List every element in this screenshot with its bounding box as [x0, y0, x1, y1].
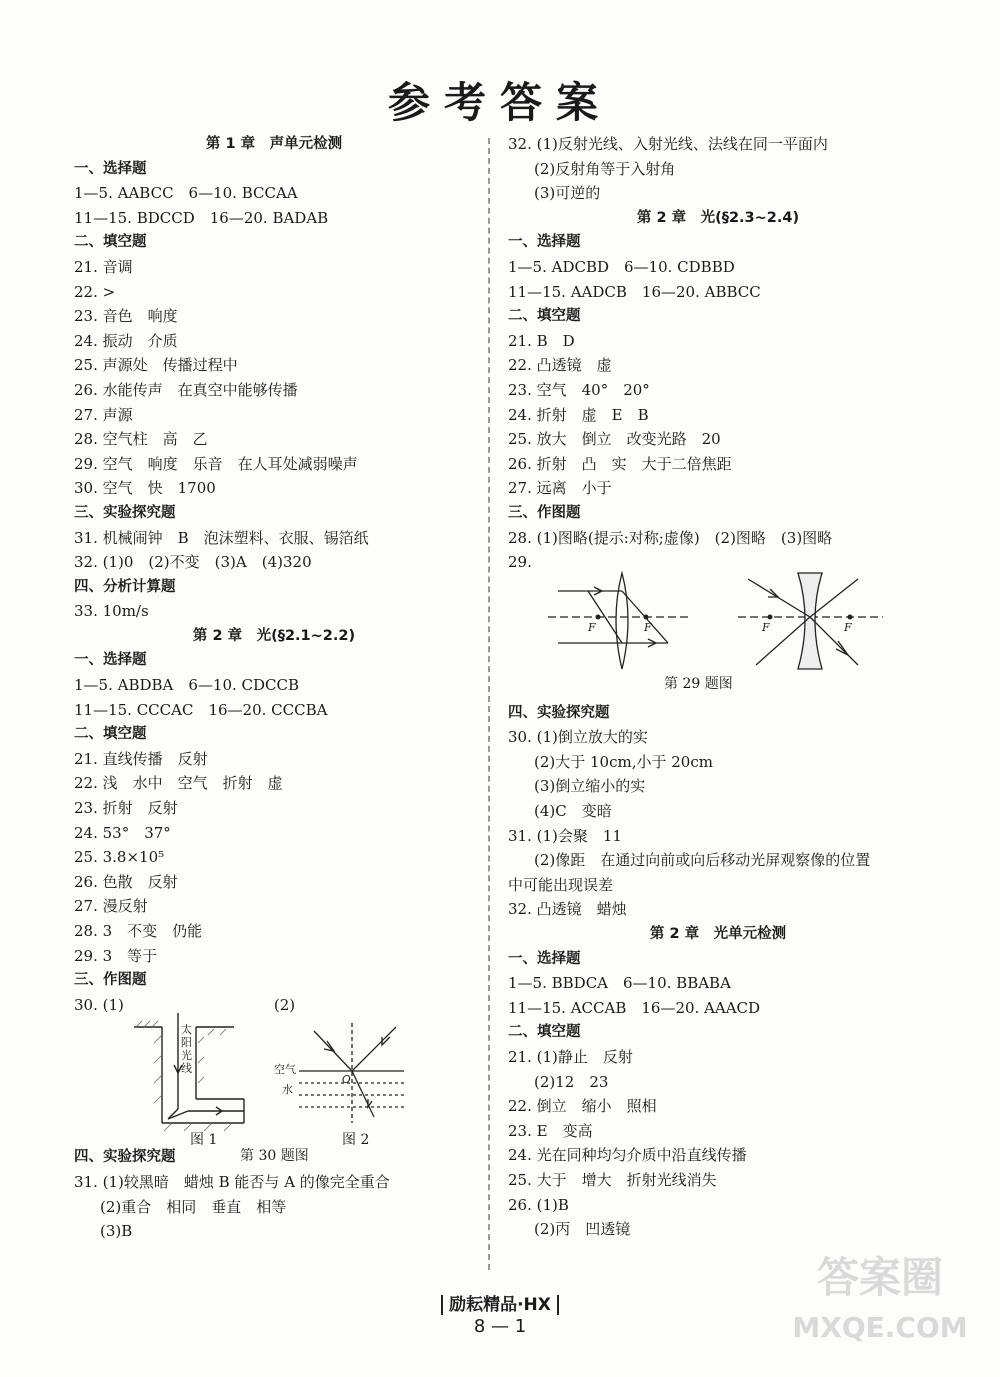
answer-line: 31. (1)会聚 11 — [508, 826, 622, 845]
answer-line: 28. (1)图略(提示:对称;虚像) (2)图略 (3)图略 — [508, 528, 833, 547]
section-heading: 一、选择题 — [508, 950, 581, 967]
answer-line: (3)倒立缩小的实 — [534, 777, 646, 796]
answer-line: 27. 漫反射 — [74, 897, 148, 916]
answer-line: (3)B — [100, 1222, 133, 1241]
answer-line: 28. 空气柱 高 乙 — [74, 430, 208, 449]
answer-line: 24. 折射 虚 E B — [508, 405, 649, 424]
watermark-bottom: MXQE.COM — [792, 1311, 968, 1344]
answer-line: (2)重合 相同 垂直 相等 — [100, 1197, 287, 1216]
answer-line: 11—15. CCCAC 16—20. CCCBA — [74, 700, 328, 719]
answer-line: 25. 放大 倒立 改变光路 20 — [508, 430, 721, 449]
answer-line: 11—15. ACCAB 16—20. AAACD — [508, 998, 761, 1017]
answer-line: (2)大于 10cm,小于 20cm — [534, 752, 713, 771]
chapter-heading: 第 1 章 声单元检测 — [205, 136, 343, 152]
answer-line: 23. 空气 40° 20° — [508, 380, 650, 399]
answer-line: 中可能出现误差 — [508, 875, 614, 894]
chapter-heading: 第 2 章 光(§2.3~2.4) — [636, 209, 800, 226]
sun-char-4: 线 — [181, 1062, 192, 1076]
answer-line: 25. 大于 增大 折射光线消失 — [508, 1170, 717, 1189]
sun-char-1: 太 — [181, 1023, 192, 1037]
answer-line: 30. (1) (2) — [74, 995, 296, 1014]
answer-line: 24. 振动 介质 — [74, 331, 178, 350]
answer-line: 1—5. AABCC 6—10. BCCAA — [74, 184, 298, 203]
answer-line: 21. 直线传播 反射 — [74, 749, 208, 768]
left-column — [74, 132, 474, 1244]
answer-line: 11—15. AADCB 16—20. ABBCC — [508, 282, 761, 301]
f-label-3: F — [762, 620, 770, 634]
section-heading: 一、选择题 — [74, 160, 147, 177]
answer-line: 21. 音调 — [74, 257, 133, 276]
section-heading: 三、作图题 — [508, 504, 581, 521]
sun-char-3: 光 — [181, 1049, 192, 1063]
answer-line: 25. 声源处 传播过程中 — [74, 356, 238, 375]
answer-line: 25. 3.8×10⁵ — [74, 848, 165, 867]
sun-char-2: 阳 — [181, 1036, 192, 1050]
answer-line: (2)12 23 — [534, 1072, 609, 1091]
answer-line: 11—15. BDCCD 16—20. BADAB — [74, 208, 329, 227]
section-heading: 二、填空题 — [74, 234, 147, 251]
section-heading: 二、填空题 — [508, 308, 581, 325]
answer-line: 26. (1)B — [508, 1195, 569, 1214]
answer-line: 26. 折射 凸 实 大于二倍焦距 — [508, 454, 732, 473]
right-column — [508, 132, 928, 1242]
answer-line: 1—5. BBDCA 6—10. BBABA — [508, 974, 731, 993]
answer-line: 30. 空气 快 1700 — [74, 479, 216, 498]
answer-line: 33. 10m/s — [74, 602, 149, 621]
watermark-logo — [780, 1237, 980, 1357]
answer-line: (4)C 变暗 — [534, 802, 612, 821]
figure-30-cap1: 图 1 — [190, 1132, 218, 1149]
section-heading: 三、作图题 — [74, 972, 147, 989]
answer-line: (3)可逆的 — [534, 184, 601, 203]
page-title: 参考答案 — [387, 78, 612, 127]
answer-line: 32. (1)反射光线、入射光线、法线在同一平面内 — [508, 135, 828, 153]
figure-30-cap2: 图 2 — [342, 1132, 370, 1149]
answer-line: 1—5. ADCBD 6—10. CDBBD — [508, 257, 735, 276]
answer-line: 27. 远离 小于 — [508, 479, 612, 498]
answer-line: 29. 3 等于 — [74, 946, 158, 965]
answer-line: 23. 折射 反射 — [74, 799, 178, 818]
answer-line: 22. 凸透镜 虚 — [508, 356, 612, 375]
figure-30-caption: 第 30 题图 — [240, 1148, 309, 1165]
answer-line: 29. 空气 响度 乐音 在人耳处减弱噪声 — [74, 454, 358, 473]
chapter-heading: 第 2 章 光(§2.1~2.2) — [192, 627, 356, 644]
answer-line: (2)像距 在通过向前或向后移动光屏观察像的位置 — [534, 851, 871, 870]
answer-line: 30. (1)倒立放大的实 — [508, 728, 648, 747]
answer-line: 24. 光在同种均匀介质中沿直线传播 — [508, 1146, 747, 1165]
answer-line: 22. 浅 水中 空气 折射 虚 — [74, 774, 283, 793]
brand-label: 励耘精品·HX — [0, 1290, 1000, 1315]
section-heading: 四、分析计算题 — [74, 578, 176, 595]
o-label: O — [342, 1073, 351, 1087]
air-label: 空气 — [274, 1063, 296, 1077]
answer-line: 26. 色散 反射 — [74, 872, 178, 891]
watermark-top: 答案圈 — [816, 1253, 944, 1302]
answer-line: 22. 倒立 缩小 照相 — [508, 1097, 657, 1116]
figure-29-caption: 第 29 题图 — [664, 675, 733, 692]
section-heading: 二、填空题 — [74, 726, 147, 743]
section-heading: 四、实验探究题 — [508, 704, 610, 721]
answer-line: 24. 53° 37° — [74, 823, 171, 842]
f-label-1: F — [588, 620, 596, 634]
section-heading: 三、实验探究题 — [74, 504, 176, 521]
answer-line: 28. 3 不变 仍能 — [74, 922, 203, 940]
answer-line: 23. 音色 响度 — [74, 307, 178, 326]
answer-line: 22. > — [74, 282, 116, 301]
chapter-heading: 第 2 章 光单元检测 — [649, 926, 787, 943]
answer-line: (2)丙 凹透镜 — [534, 1220, 631, 1239]
answer-line: 26. 水能传声 在真空中能够传播 — [74, 380, 298, 399]
page-number: 8 — 1 — [473, 1316, 527, 1337]
section-heading: 一、选择题 — [508, 234, 581, 251]
column-divider — [488, 138, 490, 1270]
answer-line: 23. E 变高 — [508, 1121, 593, 1140]
figure-29 — [508, 575, 928, 701]
answer-line: 21. B D — [508, 331, 575, 350]
section-heading: 二、填空题 — [508, 1024, 581, 1041]
section-heading: 四、实验探究题 — [74, 1149, 176, 1166]
answer-line: 21. (1)静止 反射 — [508, 1048, 633, 1066]
answer-line: 31. 机械闹钟 B 泡沫塑料、衣服、锡箔纸 — [74, 528, 369, 547]
section-heading: 一、选择题 — [74, 652, 147, 669]
answer-line: 1—5. ABDBA 6—10. CDCCB — [74, 676, 300, 695]
answer-line: 31. (1)较黑暗 蜡烛 B 能否与 A 的像完全重合 — [74, 1172, 390, 1191]
water-label: 水 — [282, 1083, 293, 1097]
f-label-4: F — [844, 620, 852, 634]
answer-line: 27. 声源 — [74, 405, 133, 424]
answer-line: 29. — [508, 553, 532, 572]
answer-line: 32. (1)0 (2)不变 (3)A (4)320 — [74, 553, 312, 572]
answer-line: 32. 凸透镜 蜡烛 — [508, 900, 627, 919]
answer-line: (2)反射角等于入射角 — [534, 159, 676, 178]
f-label-2: F — [644, 620, 652, 634]
